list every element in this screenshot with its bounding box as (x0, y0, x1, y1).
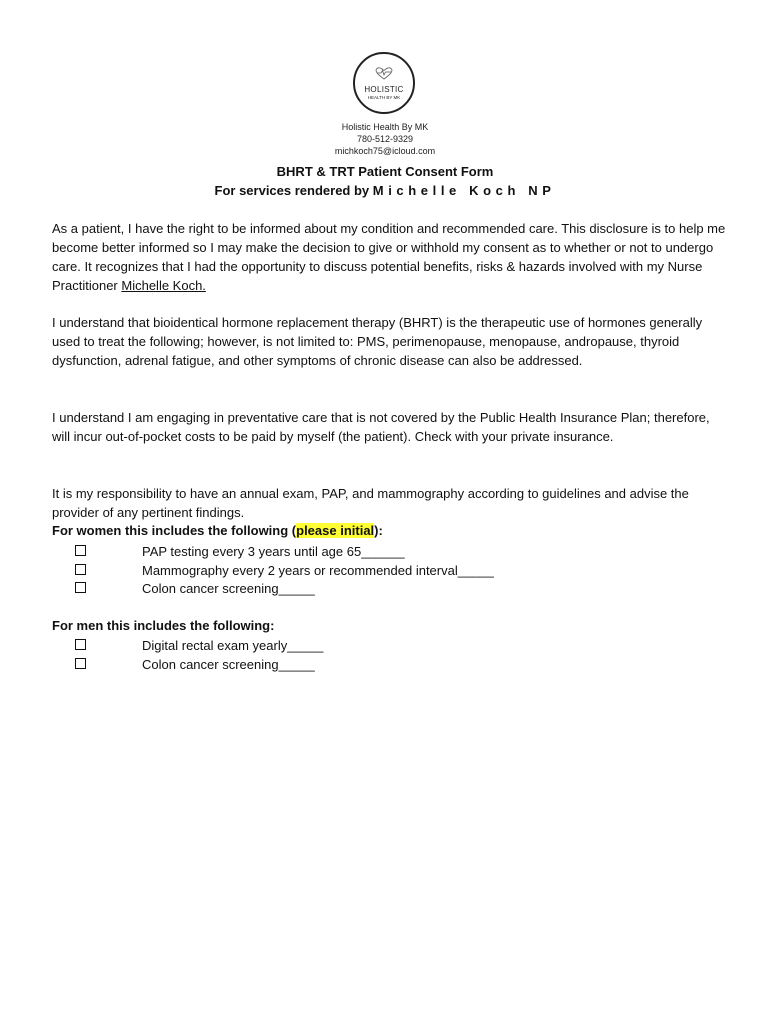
pap-label: PAP testing every 3 years until age 65______ (142, 544, 405, 559)
mammography-checkbox[interactable] (75, 564, 86, 575)
subtitle-prefix: For services rendered by (214, 183, 370, 198)
logo-text-holistic: HOLISTIC (364, 85, 404, 94)
business-name: Holistic Health By MK (341, 122, 429, 132)
business-email: michkoch75@icloud.com (334, 146, 436, 156)
business-phone: 780-512-9329 (356, 134, 414, 144)
provider-name: Michelle Koch NP (372, 183, 556, 198)
logo-text-health-by-mk: HEALTH BY MK (367, 95, 401, 100)
women-item-mammography (0, 561, 770, 580)
holistic-health-logo (353, 52, 415, 114)
form-title: BHRT & TRT Patient Consent Form (276, 164, 494, 179)
women-item-pap (0, 542, 770, 561)
men-colon-checkbox[interactable] (75, 658, 86, 669)
women-colon-label: Colon cancer screening_____ (142, 581, 315, 596)
men-heading: For men this includes the following: (52, 618, 275, 633)
heart-pulse-icon (374, 66, 394, 80)
form-subtitle (0, 182, 770, 200)
please-initial-highlight: please initial (296, 523, 375, 538)
women-heading (52, 522, 728, 540)
paragraph-preventative-care: I understand I am engaging in preventative care that is not covered by the Public Health Insurance Plan; therefore, will incur out-of-pocket costs to be paid by myself (the patient). Check with your private insurance. (52, 410, 710, 444)
women-heading-suffix: ): (374, 523, 383, 538)
men-item-colon (0, 655, 770, 674)
practitioner-name: Michelle Koch. (121, 278, 206, 293)
paragraph-patient-rights-text: As a patient, I have the right to be informed about my condition and recommended care. This disclosure is to help me become better informed so I may make the decision to give or withhold my consent as to whether or not to undergo care. It recognizes that I had the opportunity to discuss potential benefits, risks & hazards involved with my Nurse Practitioner (52, 221, 726, 293)
paragraph-bhrt: I understand that bioidentical hormone replacement therapy (BHRT) is the therapeutic use of hormones generally used to treat the following; however, is not limited to: PMS, perimenopause, menopause, andropause, thyroid dysfunction, adrenal fatigue, and other symptoms of chronic disease can also be addressed. (52, 315, 703, 368)
rectal-exam-checkbox[interactable] (75, 639, 86, 650)
pap-checkbox[interactable] (75, 545, 86, 556)
paragraph-responsibility: It is my responsibility to have an annual exam, PAP, and mammography according to guidelines and advise the provider of any pertinent findings. (52, 486, 689, 520)
paragraph-patient-rights (52, 219, 728, 295)
women-item-colon (0, 579, 770, 598)
mammography-label: Mammography every 2 years or recommended interval_____ (142, 563, 494, 578)
men-colon-label: Colon cancer screening_____ (142, 657, 315, 672)
women-heading-prefix: For women this includes the following ( (52, 523, 297, 538)
women-colon-checkbox[interactable] (75, 582, 86, 593)
rectal-exam-label: Digital rectal exam yearly_____ (142, 638, 324, 653)
men-item-rectal-exam (0, 636, 770, 655)
